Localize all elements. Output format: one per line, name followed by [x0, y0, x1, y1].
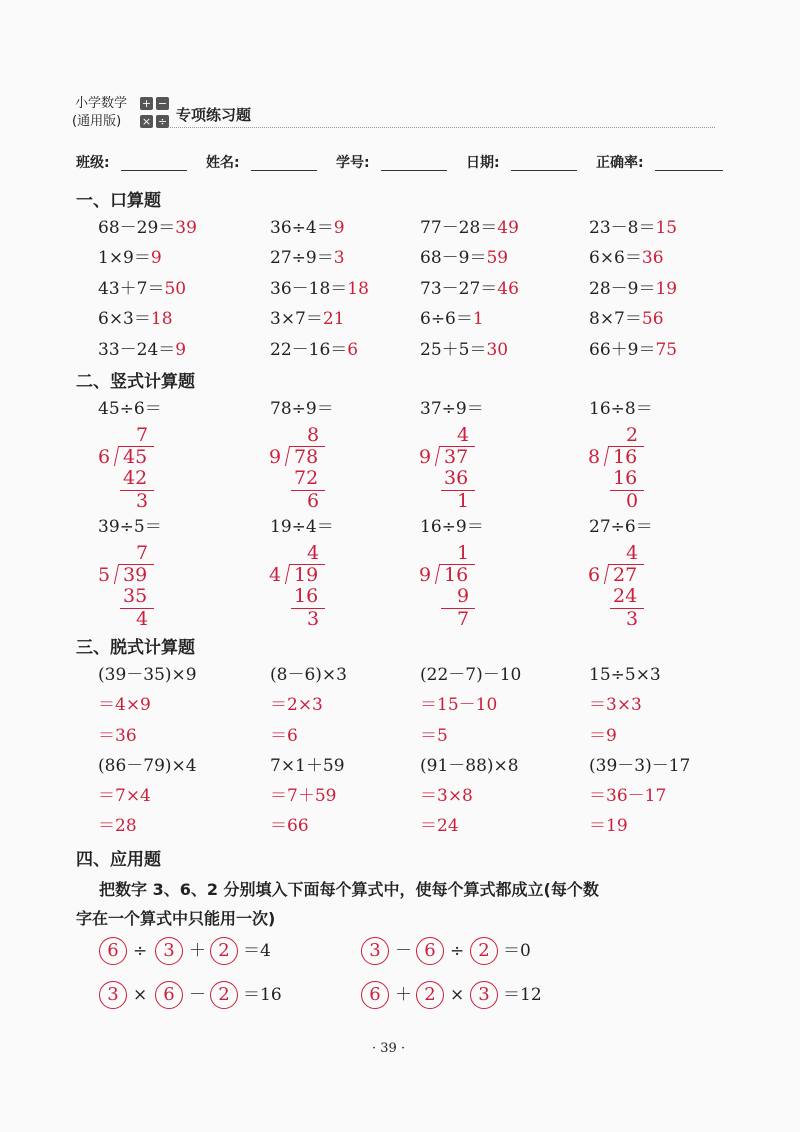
oral-item: 6×3＝18 [98, 309, 173, 329]
filled-circle[interactable]: 2 [470, 937, 498, 965]
answer: 56 [641, 309, 664, 329]
bracket [435, 564, 440, 584]
stepwise-step1: ＝3×3 [589, 695, 642, 715]
dividend: 16 [444, 564, 469, 586]
section-vertical-title: 二、竖式计算题 [76, 372, 195, 392]
product: 72 [294, 467, 319, 489]
stepwise-step1: ＝7＋59 [270, 786, 337, 806]
answer: 18 [347, 279, 369, 299]
division-question: 27÷6＝ [589, 517, 653, 537]
name-label: 姓名: [206, 155, 240, 171]
answer: 18 [150, 309, 173, 329]
operator: × [133, 985, 148, 1005]
plus-icon: + [141, 97, 152, 110]
equation-result: ＝16 [243, 985, 282, 1005]
stepwise-question: (39－35)×9 [98, 665, 197, 685]
section-oral-title: 一、口算题 [76, 191, 161, 211]
oral-item: 1×9＝9 [98, 248, 162, 268]
product: 35 [123, 585, 148, 607]
oral-item: 6÷6＝1 [420, 309, 484, 329]
oral-item: 27÷9＝3 [270, 248, 345, 268]
stepwise-step2: ＝19 [589, 816, 628, 836]
answer: 6 [347, 340, 359, 360]
dividend: 78 [294, 446, 319, 468]
oral-item: 25＋5＝30 [420, 340, 509, 360]
quotient: 7 [136, 542, 149, 564]
remainder: 3 [626, 608, 639, 630]
quotient: 4 [307, 542, 320, 564]
filled-circle[interactable]: 2 [210, 981, 238, 1009]
stepwise-step1: ＝4×9 [98, 695, 151, 715]
stepwise-question: (22－7)－10 [420, 665, 522, 685]
section-stepwise-title: 三、脱式计算题 [76, 638, 195, 658]
stepwise-question: 7×1＋59 [270, 756, 345, 776]
stepwise-step1: ＝36－17 [589, 786, 667, 806]
divisor: 8 [588, 446, 601, 468]
product: 16 [613, 467, 638, 489]
remainder: 3 [136, 490, 149, 512]
dividend: 16 [613, 446, 638, 468]
stepwise-step2: ＝24 [420, 816, 459, 836]
answer: 9 [175, 340, 187, 360]
remainder: 6 [307, 490, 320, 512]
oral-item: 68－9＝59 [420, 248, 509, 268]
product: 16 [294, 585, 319, 607]
oral-item: 6×6＝36 [589, 248, 664, 268]
quotient: 7 [136, 424, 149, 446]
bracket [604, 564, 609, 584]
stepwise-step1: ＝3×8 [420, 786, 473, 806]
class-label: 班级: [76, 155, 110, 171]
stepwise-step2: ＝5 [420, 726, 448, 746]
filled-circle[interactable]: 3 [470, 981, 498, 1009]
minus-icon: − [157, 97, 168, 110]
product: 36 [444, 467, 469, 489]
application-prompt-line1: 把数字 3、6、2 分别填入下面每个算式中，使每个算式都成立(每个数 [99, 880, 599, 899]
filled-circle[interactable]: 2 [210, 937, 238, 965]
filled-circle[interactable]: 3 [361, 937, 389, 965]
answer: 9 [150, 248, 162, 268]
answer: 75 [655, 340, 678, 360]
operator: ÷ [133, 941, 148, 961]
stepwise-step2: ＝28 [98, 816, 137, 836]
divisor: 9 [419, 446, 432, 468]
stepwise-step1: ＝15－10 [420, 695, 498, 715]
answer: 3 [333, 248, 345, 268]
dividend: 27 [613, 564, 638, 586]
divisor: 5 [98, 564, 111, 586]
application-prompt-line2: 字在一个算式中只能用一次) [76, 909, 276, 928]
student-id-label: 学号: [336, 155, 370, 171]
times-icon: × [141, 115, 152, 128]
dividend: 39 [123, 564, 148, 586]
remainder: 0 [626, 490, 639, 512]
product: 9 [457, 585, 470, 607]
date-label: 日期: [466, 155, 500, 171]
division-question: 45÷6＝ [98, 399, 162, 419]
filled-circle[interactable]: 6 [416, 937, 444, 965]
divisor: 9 [269, 446, 282, 468]
division-question: 16÷8＝ [589, 399, 653, 419]
answer: 15 [655, 218, 678, 238]
stepwise-question: (39－3)－17 [589, 756, 691, 776]
division-question: 16÷9＝ [420, 517, 484, 537]
long-division [586, 424, 666, 514]
bracket [435, 446, 440, 466]
long-division [96, 424, 176, 514]
answer: 59 [486, 248, 509, 268]
bracket [285, 446, 290, 466]
operator: ＋ [395, 985, 412, 1005]
oral-item: 68－29＝39 [98, 218, 197, 238]
header-divider [170, 127, 715, 128]
equation-result: ＝0 [503, 941, 531, 961]
answer: 1 [472, 309, 484, 329]
answer: 46 [497, 279, 519, 299]
worksheet-title: 专项练习题 [176, 106, 252, 124]
operator: × [450, 985, 465, 1005]
equation-result: ＝4 [243, 941, 271, 961]
date-blank[interactable] [511, 169, 577, 171]
filled-circle[interactable]: 6 [99, 937, 127, 965]
oral-item: 8×7＝56 [589, 309, 664, 329]
stepwise-question: 15÷5×3 [589, 665, 661, 685]
long-division [96, 542, 176, 632]
stepwise-step2: ＝6 [270, 726, 298, 746]
divisor: 6 [98, 446, 111, 468]
quotient: 2 [626, 424, 639, 446]
division-question: 37÷9＝ [420, 399, 484, 419]
student-id-blank[interactable] [381, 169, 447, 171]
dividend: 45 [123, 446, 148, 468]
stepwise-step2: ＝66 [270, 816, 309, 836]
long-division [417, 542, 497, 632]
accuracy-label: 正确率: [596, 155, 644, 171]
stepwise-question: (8－6)×3 [270, 665, 347, 685]
bracket [285, 564, 290, 584]
filled-circle[interactable]: 6 [361, 981, 389, 1009]
oral-item: 73－27＝46 [420, 279, 519, 299]
filled-circle[interactable]: 6 [155, 981, 183, 1009]
oral-item: 33－24＝9 [98, 340, 187, 360]
oral-item: 3×7＝21 [270, 309, 345, 329]
oral-item: 28－9＝19 [589, 279, 678, 299]
quotient: 8 [307, 424, 320, 446]
stepwise-question: (91－88)×8 [420, 756, 519, 776]
long-division [267, 424, 347, 514]
stepwise-step2: ＝9 [589, 726, 617, 746]
product: 24 [613, 585, 638, 607]
answer: 39 [175, 218, 197, 238]
operator: － [395, 941, 412, 961]
section-application-title: 四、应用题 [76, 850, 161, 870]
division-question: 39÷5＝ [98, 517, 162, 537]
operator: － [189, 985, 206, 1005]
bracket [114, 446, 119, 466]
divisor: 9 [419, 564, 432, 586]
stepwise-step1: ＝2×3 [270, 695, 323, 715]
stepwise-step2: ＝36 [98, 726, 137, 746]
product: 42 [123, 467, 148, 489]
operator: ÷ [450, 941, 465, 961]
bracket [604, 446, 609, 466]
operator: ＋ [189, 941, 206, 961]
long-division [586, 542, 666, 632]
remainder: 4 [136, 608, 149, 630]
oral-item: 36÷4＝9 [270, 218, 345, 238]
division-question: 19÷4＝ [270, 517, 334, 537]
oral-item: 22－16＝6 [270, 340, 359, 360]
oral-item: 36－18＝18 [270, 279, 369, 299]
dividend: 19 [294, 564, 319, 586]
answer: 21 [322, 309, 345, 329]
oral-item: 43＋7＝50 [98, 279, 187, 299]
page-number: · 39 · [372, 1041, 406, 1056]
remainder: 3 [307, 608, 320, 630]
quotient: 4 [457, 424, 470, 446]
series-line2: (通用版) [72, 114, 122, 129]
long-division [417, 424, 497, 514]
long-division [267, 542, 347, 632]
answer: 9 [333, 218, 345, 238]
answer: 36 [641, 248, 664, 268]
class-blank[interactable] [121, 169, 187, 171]
answer: 30 [486, 340, 509, 360]
divisor: 6 [588, 564, 601, 586]
accuracy-blank[interactable] [655, 169, 723, 171]
filled-circle[interactable]: 3 [155, 937, 183, 965]
stepwise-question: (86－79)×4 [98, 756, 197, 776]
equation-result: ＝12 [503, 985, 542, 1005]
divide-icon: ÷ [157, 115, 168, 128]
stepwise-step1: ＝7×4 [98, 786, 151, 806]
division-question: 78÷9＝ [270, 399, 334, 419]
divisor: 4 [269, 564, 282, 586]
oral-item: 23－8＝15 [589, 218, 678, 238]
oral-item: 77－28＝49 [420, 218, 519, 238]
answer: 19 [655, 279, 678, 299]
bracket [114, 564, 119, 584]
answer: 49 [497, 218, 519, 238]
quotient: 4 [626, 542, 639, 564]
answer: 50 [164, 279, 187, 299]
oral-item: 66＋9＝75 [589, 340, 678, 360]
filled-circle[interactable]: 2 [416, 981, 444, 1009]
quotient: 1 [457, 542, 470, 564]
dividend: 37 [444, 446, 469, 468]
filled-circle[interactable]: 3 [99, 981, 127, 1009]
remainder: 7 [457, 608, 470, 630]
remainder: 1 [457, 490, 470, 512]
series-line1: 小学数学 [75, 96, 128, 111]
name-blank[interactable] [251, 169, 317, 171]
